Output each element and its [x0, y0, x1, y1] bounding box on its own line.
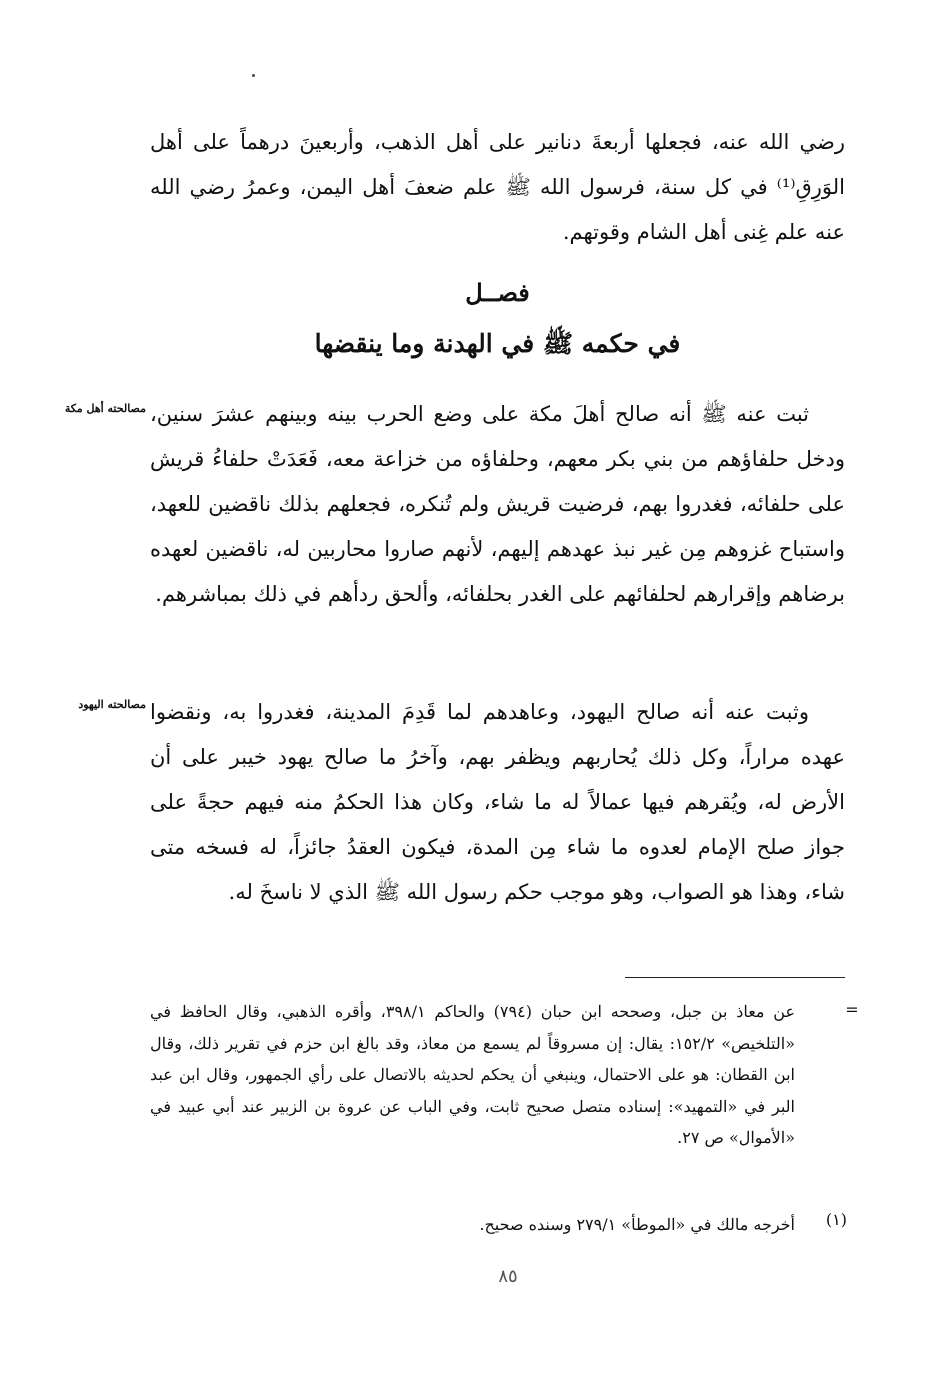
footnote-divider [625, 977, 845, 978]
footnote-continued: عن معاذ بن جبل، وصححه ابن حبان (٧٩٤) والحاكم ٣٩٨/١، وأقره الذهبي، وقال الحافظ في «التلخيص» ١٥٢/٢: يقال: إن مسروقاً لم يسمع من معاذ، وقد بالغ ابن حزم في تقرير ذلك، وقال ابن القطان: هو على الاحتمال، وينبغي أن يحكم لحديثه بالاتصال على رأي الجمهور، وقال ابن عبد البر في «التمهيد»: إسناده متصل صحيح ثابت، وفي الباب عن عروة بن الزبير عند أبي عبيد في «الأموال» ص ٢٧. [150, 1002, 796, 1147]
footnote-1: أخرجه مالك في «الموطأ» ٢٧٩/١ وسنده صحيح. [479, 1215, 795, 1234]
speck-mark [252, 74, 255, 77]
section-subheading: في حكمه ﷺ في الهدنة وما ينقضها [314, 329, 681, 358]
paragraph-intro: رضي الله عنه، فجعلها أربعةَ دنانير على أهل الذهب، وأربعينَ درهماً على أهل الوَرِقِ⁽¹⁾ في كل سنة، فرسول الله ﷺ علم ضعفَ أهل اليمن، وعمرُ رضي الله عنه علم غِنى أهل الشام وقوتهم. [150, 130, 845, 244]
margin-note-jews: مصالحته اليهود [78, 698, 146, 711]
paragraph-jews-treaty: وثبت عنه أنه صالح اليهود، وعاهدهم لما قَدِمَ المدينة، فغدروا به، ونقضوا عهده مراراً، وكل ذلك يُحاربهم ويظفر بهم، وآخرُ ما صالح يهود خيبر على أن الأرض له، ويُقرهم فيها عمالاً له ما شاء، وكان هذا الحكمُ منه فيهم حجةً على جواز صلح الإمام لعدوه ما شاء مِن المدة، فيكون العقدُ جائزاً، له فسخه متى شاء، وهذا هو الصواب، وهو موجب حكم رسول الله ﷺ الذي لا ناسخَ له. [150, 700, 845, 904]
footnote-continuation-mark: = [845, 1000, 859, 1019]
paragraph-mecca-treaty: ثبت عنه ﷺ أنه صالح أهلَ مكة على وضع الحرب بينه وبينهم عشرَ سنين، ودخل حلفاؤهم من بني بكر معهم، وحلفاؤه من خزاعة معه، فَعَدَتْ حلفاءُ قريش على حلفائه، فغدروا بهم، فرضيت قريش ولم تُنكره، فجعلهم بذلك ناقضين للعهد، واستباح غزوهم مِن غير نبذ عهدهم إليهم، لأنهم صاروا محاربين له، ناقضين لعهده برضاهم وإقرارهم لحلفائهم على الغدر بحلفائه، وألحق ردأهم في ذلك بمباشرهم. [150, 402, 845, 606]
footnote-number: (١) [825, 1210, 847, 1229]
margin-note-mecca: مصالحته أهل مكة [64, 402, 146, 415]
page-number: ٨٥ [498, 1266, 518, 1287]
section-heading: فصــل [465, 278, 530, 307]
